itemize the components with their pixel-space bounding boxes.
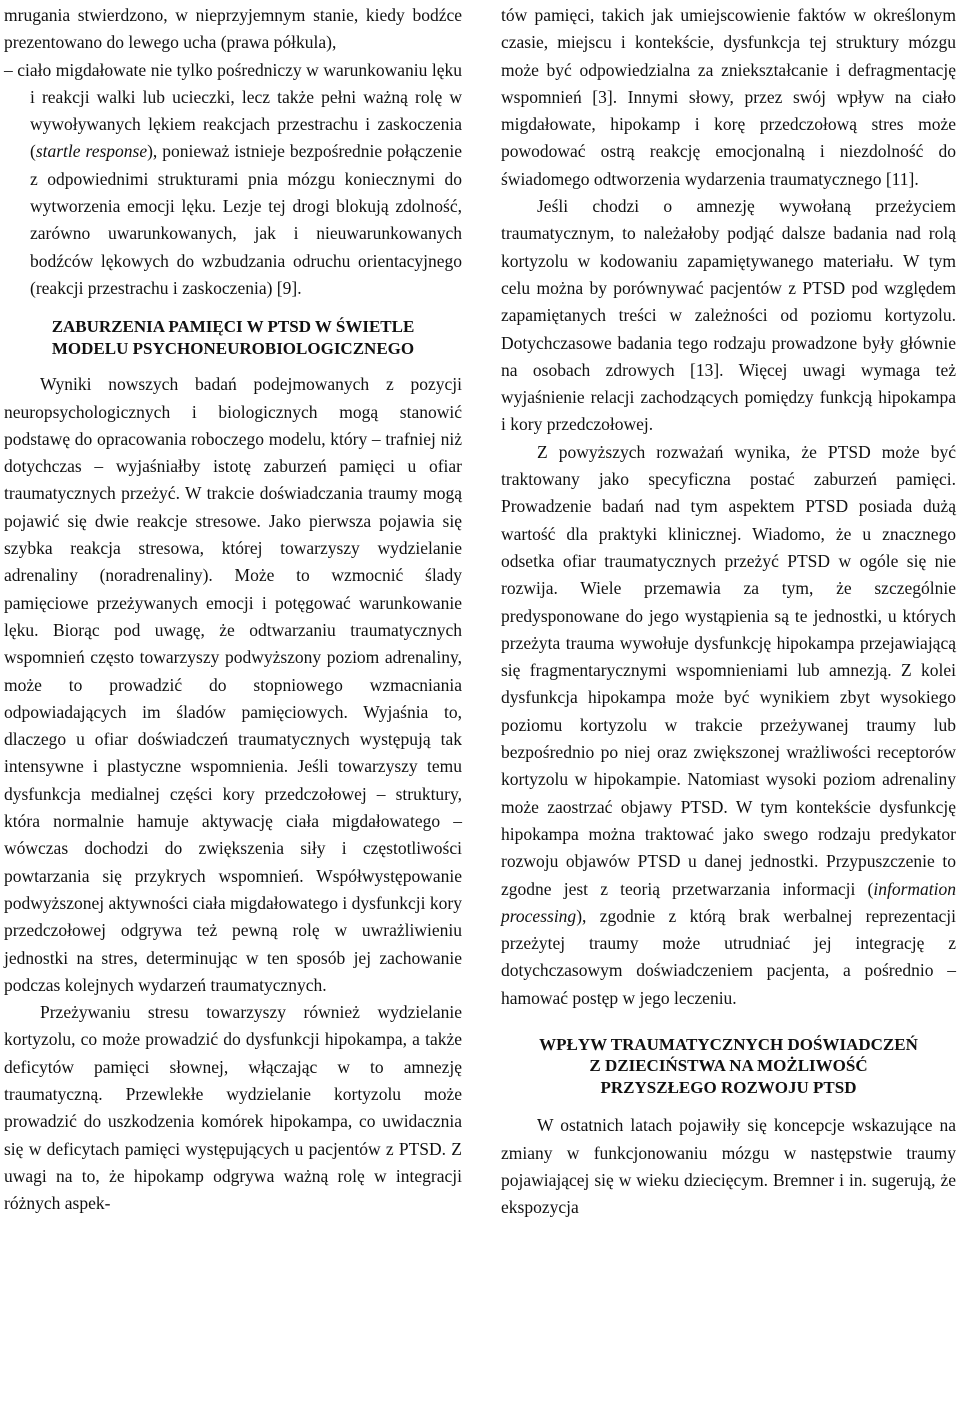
paragraph: mrugania stwierdzono, w nieprzyjemnym stanie, kiedy bodźce prezentowano do lewego ucha (prawa półkula), — [4, 5, 462, 53]
paragraph-text: Z powyższych rozważań wynika, że PTSD może być traktowany jako specyficzna postać zaburzeń pamięci. Prowadzenie badań nad tym aspektem PTSD posiada dużą wartość dla praktyki klinicznej. Wiadomo, że u znacznego odsetka ofiar traumatycznych przeżyć PTSD w ogóle się nie rozwija. Wiele przemawia za tym, że szczególnie predysponowane do jego wystąpienia są te jednostki, u których przeżyta trauma wywołuje dysfunkcję hipokampa przejawiającą się fragmentarycznymi wspomnieniami lub amnezją. Z kolei dysfunkcja hipokampa może być wynikiem zbyt wysokiego poziomu kortyzolu w trakcie przeżywanej traumy lub bezpośrednio po niej oraz zwiększonej wrażliwości receptorów kortyzolu w hipokampie. Natomiast wysoki poziom adrenaliny może zaostrzać objawy PTSD. W tym kontekście dysfunkcję hipokampa można traktować jako swego rodzaju predykator rozwoju objawów PTSD u danej jednostki. Przypuszczenie to zgodne jest z teorią przetwarzania informacji ( — [501, 441, 956, 899]
paragraph-text: ), ponieważ istnieje bezpośrednie połączenie z odpowiednimi strukturami pnia mózgu koniecznymi do wytworzenia emocji lęku. Lezje tej drogi blokują zdolność, zarówno uwarunkowanych, jak i nieuwarunkowanych bodźców lękowych do wzbudzania odruchu orientacyjnego (reakcji przestrachu i zaskoczenia) [9]. — [30, 141, 462, 298]
italic-term: startle response — [35, 141, 148, 162]
paragraph — [501, 439, 956, 1012]
paragraph: tów pamięci, takich jak umiejscowienie faktów w określonym czasie, miejscu i kontekście, dysfunkcja tej struktury mózgu może być odpowiedzialna za zniekształcanie i defragmentację wspomnień [3]. Innymi słowy, przez swój wpływ na ciało migdałowate, hipokamp i korę przedczołową stres może powodować ostrą reakcję emocjonalną i niezdolność do świadomego odtworzenia wydarzenia traumatycznego [11]. — [501, 5, 956, 189]
heading-line: ZABURZENIA PAMIĘCI W PTSD W ŚWIETLE — [51, 317, 415, 337]
heading-line: Z DZIECIŃSTWA NA MOŻLIWOŚĆ — [589, 1056, 868, 1076]
heading-line: MODELU PSYCHONEUROBIOLOGICZNEGO — [51, 338, 415, 358]
section-heading — [501, 1034, 956, 1099]
paragraph: W ostatnich latach pojawiły się koncepcje wskazujące na zmiany w funkcjonowaniu mózgu w następstwie traumy pojawiającej się w wieku dziecięcym. Bremner i in. sugerują, że ekspozycja — [501, 1115, 956, 1218]
section-heading — [4, 316, 462, 359]
list-item — [4, 57, 462, 303]
paragraph: Jeśli chodzi o amnezję wywołaną przeżyciem traumatycznym, to należałoby podjąć dalsze badania nad rolą kortyzolu w kodowaniu zapamiętywanego materiału. W tym celu można by porównywać pacjentów z PTSD pod względem zapamiętanych treści w zależności od poziomu kortyzolu. Dotychczasowe badania tego rodzaju prowadzone były głównie na osobach zdrowych [13]. Więcej uwagi wymaga też wyjaśnienie relacji zachodzących pomiędzy funkcją hipokampa i kory przedczołowej. — [501, 196, 956, 435]
italic-term: information processing — [501, 878, 956, 926]
paragraph: Przeżywaniu stresu towarzyszy również wydzielanie kortyzolu, co może prowadzić do dysfunkcji hipokampa, a także deficytów pamięci słownej, włączając w to amnezję traumatyczną. Przewlekłe wydzielanie kortyzolu może prowadzić do uszkodzenia komórek hipokampa, co uwidacznia się w deficytach pamięci występujących u pacjentów z PTSD. Z uwagi na to, że hipokamp odgrywa ważną rolę w integracji różnych aspek- — [4, 1002, 462, 1214]
left-column — [4, 2, 462, 1417]
right-column — [501, 2, 956, 1417]
paragraph-text: ), zgodnie z którą brak werbalnej reprezentacji przeżytej traumy może utrudniać jej integrację z dotychczasowym doświadczeniem pacjenta, a pośrednio – hamować postęp w jego leczeniu. — [501, 905, 956, 1008]
paragraph: Wyniki nowszych badań podejmowanych z pozycji neuropsychologicznych i biologicznych mogą stanowić podstawę do opracowania roboczego modelu, który – trafniej niż dotychczas – wyjaśniałby istotę zaburzeń pamięci u ofiar traumatycznych przeżyć. W trakcie doświadczania traumy mogą pojawić się dwie reakcje stresowe. Jako pierwsza pojawia się szybka reakcja stresowa, której towarzyszy wydzielanie adrenaliny (noradrenaliny). Może to wzmocnić ślady pamięciowe przeżywanych emocji i potęgować warunkowanie lęku. Biorąc pod uwagę, że odtwarzaniu traumatycznych wspomnień często towarzyszy podwyższony poziom adrenaliny, może to prowadzić do stopniowego wzmacniania odpowiadających im śladów pamięciowych. Wyjaśnia to, dlaczego u ofiar doświadczeń traumatycznych występują tak intensywne i plastyczne wspomnienia. Jeśli towarzyszy temu dysfunkcja medialnej części kory przedczołowej – struktury, która normalnie hamuje aktywację ciała migdałowatego – wówczas dochodzi do zwiększenia siły i częstotliwości powtarzania się przykrych wspomnień. Współwystępowanie podwyższonej aktywności ciała migdałowatego i dysfunkcji kory przedczołowej odgrywa też pewną rolę w uwrażliwieniu jednostki na stres, determinując w ten sposób jej zachowanie podczas kolejnych wydarzeń traumatycznych. — [4, 374, 462, 995]
paragraph-text: – ciało migdałowate nie tylko pośredniczy w warunkowaniu lęku i reakcji walki lub ucieczki, lecz także pełni ważną rolę w wywoływanych lękiem reakcjach przestrachu i zaskoczenia ( — [4, 59, 462, 162]
heading-line: PRZYSZŁEGO ROZWOJU PTSD — [600, 1077, 857, 1097]
heading-line: WPŁYW TRAUMATYCZNYCH DOŚWIADCZEŃ — [539, 1034, 918, 1054]
